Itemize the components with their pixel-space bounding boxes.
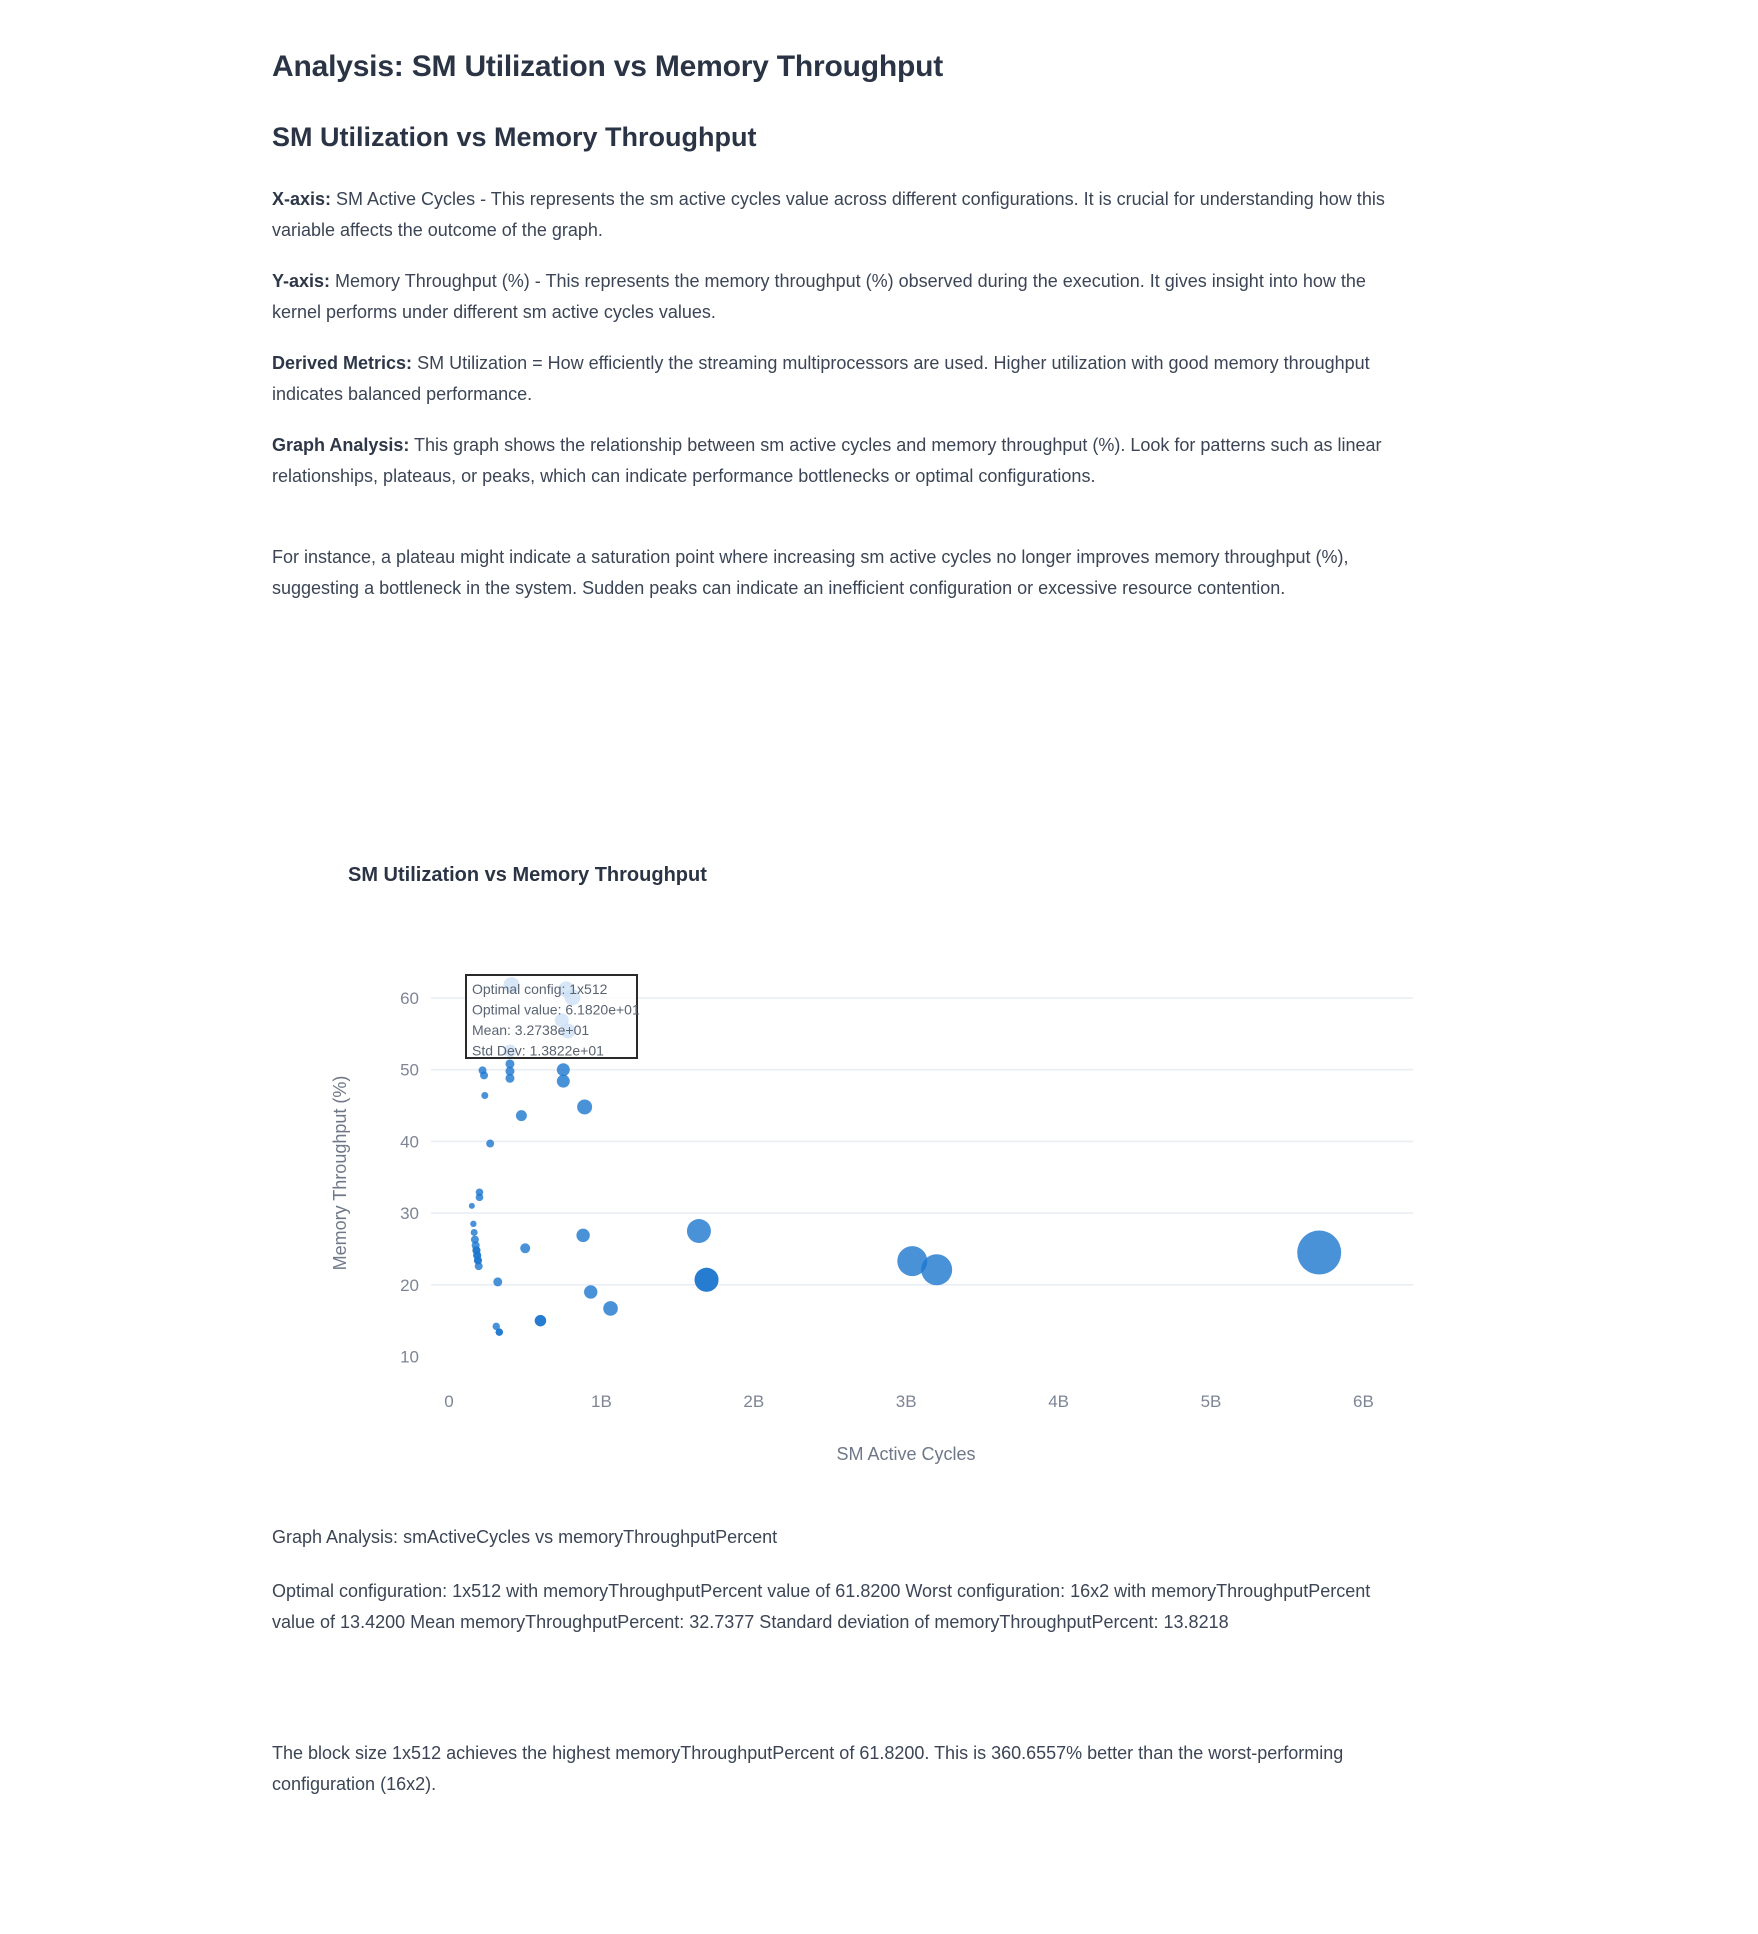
data-point-13	[481, 1092, 488, 1099]
x-tick-6B: 6B	[1353, 1392, 1374, 1411]
data-point-7	[480, 1071, 488, 1079]
annotation-line-2: Mean: 3.2738e+01	[472, 1022, 590, 1038]
x-tick-1B: 1B	[591, 1392, 612, 1411]
data-point-12	[557, 1075, 570, 1088]
paragraph-graph-analysis-text: This graph shows the relationship between sm active cycles and memory throughput (%). Look for patterns such as linear relationships, plateaus, or peaks, which can indicate performance bottlenecks or optimal configurations.	[272, 435, 1382, 486]
data-point-16	[486, 1140, 494, 1148]
data-point-40	[1297, 1231, 1341, 1275]
data-point-21	[471, 1229, 478, 1236]
paragraph-derived-metrics-label: Derived Metrics:	[272, 353, 413, 373]
footer-analysis-line: Graph Analysis: smActiveCycles vs memoryThroughputPercent	[272, 1527, 778, 1547]
data-point-20	[470, 1221, 476, 1227]
data-point-32	[695, 1268, 719, 1292]
annotation-line-3: Std Dev: 1.3822e+01	[472, 1042, 604, 1059]
data-point-27	[475, 1262, 483, 1270]
page-title: Analysis: SM Utilization vs Memory Throughput	[272, 50, 944, 83]
paragraph-derived-metrics-text: SM Utilization = How efficiently the streaming multiprocessors are used. Higher utilization with good memory throughput indicates balanced performance.	[272, 353, 1370, 404]
x-axis-title: SM Active Cycles	[836, 1444, 976, 1464]
chart-title: SM Utilization vs Memory Throughput	[348, 864, 707, 886]
data-point-29	[520, 1243, 530, 1253]
paragraph-y-axis-text: Memory Throughput (%) - This represents the memory throughput (%) observed during the execution. It gives insight into how the kernel performs under different sm active cycles values.	[272, 271, 1366, 322]
x-tick-4B: 4B	[1048, 1392, 1069, 1411]
data-point-19	[469, 1203, 475, 1209]
paragraph-plateau-note	[272, 542, 1404, 604]
data-point-10	[505, 1074, 514, 1083]
paragraph-graph-analysis-label: Graph Analysis:	[272, 435, 410, 455]
paragraph-x-axis	[272, 184, 1404, 246]
y-tick-60: 60	[400, 989, 419, 1008]
y-tick-10: 10	[400, 1347, 419, 1367]
paragraph-x-axis-label: X-axis:	[272, 189, 332, 209]
data-point-33	[584, 1285, 597, 1298]
paragraph-x-axis-text: SM Active Cycles - This represents the sm active cycles value across different configurations. It is crucial for understanding how this variable affects the outcome of the graph.	[272, 189, 1385, 240]
data-point-14	[577, 1099, 592, 1114]
data-point-31	[687, 1219, 711, 1243]
data-point-11	[557, 1063, 570, 1076]
data-point-30	[576, 1229, 589, 1242]
x-tick-2B: 2B	[743, 1392, 765, 1411]
y-axis-title: Memory Throughput (%)	[330, 1075, 350, 1271]
footer-summary-paragraph: The block size 1x512 achieves the highest memoryThroughputPercent of 61.8200. This is 360.6557% better than the worst-performing configuration (16x2).	[272, 1743, 1344, 1794]
paragraph-derived-metrics	[272, 348, 1404, 410]
paragraph-graph-analysis	[272, 430, 1404, 492]
paragraph-y-axis-label: Y-axis:	[272, 271, 331, 291]
data-point-15	[516, 1110, 527, 1121]
section-title: SM Utilization vs Memory Throughput	[272, 122, 757, 152]
annotation-line-0: Optimal config: 1x512	[472, 981, 608, 997]
data-point-39	[921, 1254, 952, 1285]
y-tick-20: 20	[400, 1275, 419, 1295]
annotation-line-1: Optimal value: 6.1820e+01	[472, 1001, 640, 1018]
y-tick-30: 30	[400, 1204, 419, 1224]
scatter-plot	[278, 948, 1438, 1468]
data-point-34	[603, 1301, 618, 1316]
paragraph-plateau-note-text: For instance, a plateau might indicate a saturation point where increasing sm active cycles no longer improves memory throughput (%), suggesting a bottleneck in the system. Sudden peaks can indicate an inefficient configuration or excessive resource contention.	[272, 547, 1349, 598]
data-point-28	[493, 1277, 502, 1286]
footer-stats-paragraph: Optimal configuration: 1x512 with memoryThroughputPercent value of 61.8200 Worst configuration: 16x2 with memoryThroughputPercent value of 13.4200 Mean memoryThroughputPercent: 32.7377 Standard deviation of memoryThroughputPercent: 13.8218	[272, 1581, 1371, 1632]
x-tick-5B: 5B	[1200, 1392, 1222, 1411]
x-tick-0: 0	[444, 1392, 454, 1411]
x-tick-3B: 3B	[895, 1392, 917, 1411]
paragraph-y-axis	[272, 266, 1404, 328]
y-tick-50: 50	[400, 1060, 419, 1080]
data-point-35	[535, 1315, 546, 1326]
data-point-18	[476, 1194, 484, 1202]
y-tick-40: 40	[400, 1132, 419, 1152]
data-point-37	[496, 1328, 503, 1335]
